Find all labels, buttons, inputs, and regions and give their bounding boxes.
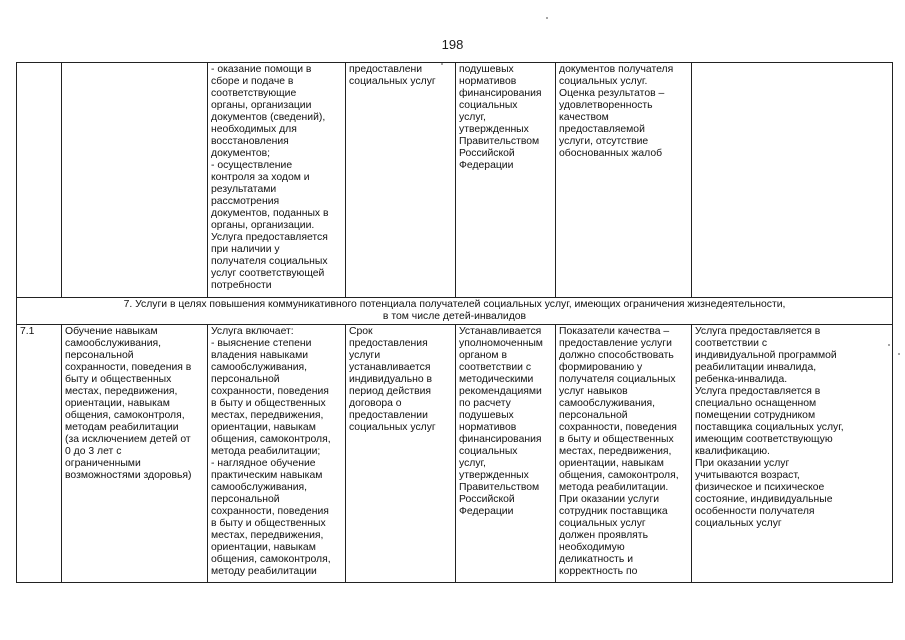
section-header-row xyxy=(17,298,893,325)
table-row-7-1 xyxy=(17,325,893,583)
table-row-continuation xyxy=(17,63,893,298)
page-number: 198 xyxy=(441,37,464,52)
scan-speck xyxy=(441,63,443,65)
cell-conditions xyxy=(692,63,893,298)
cell-service-content: Услуга включает: - выяснение степени владения навыками самообслуживания, персональной сохранности, поведения в быту и общественных местах, передвижения, ориентации, навыкам общения, самоконтроля, метода реабилитации; - наглядное обучение практическим навыкам самообслуживания, персональной сохранности, поведения в быту и общественных местах, передвижения, ориентации, навыкам общения, самоконтроля, методу реабилитации xyxy=(208,325,346,583)
cell-norm: Устанавливается уполномоченным органом в соответствии с методическими рекомендациями по расчету подушевых нормативов финансирования социальных услуг, утвержденных Правительством Российской Федерации xyxy=(456,325,556,583)
cell-service-name xyxy=(62,63,208,298)
scan-speck xyxy=(898,353,900,355)
cell-quality: документов получателя социальных услуг. Оценка результатов – удовлетворенность качеством предоставляемой услуги, отсутствие обоснованных жалоб xyxy=(556,63,692,298)
cell-conditions: Услуга предоставляется в соответствии с индивидуальной программой реабилитации инвалида, ребенка-инвалида. Услуга предоставляется в специально оснащенном помещении сотрудником поставщика социальных услуг, имеющим соответствующую квалификацию. При оказании услуг учитываются возраст, физическое и психическое состояние, индивидуальные особенности получателя социальных услуг xyxy=(692,325,893,583)
cell-service-content: - оказание помощи в сборе и подаче в соответствующие органы, организации документов (сведений), необходимых для восстановления документов; - осуществление контроля за ходом и результатами рассмотрения документов, поданных в органы, организации. Услуга предоставляется при наличии у получателя социальных услуг соответствующей потребности xyxy=(208,63,346,298)
cell-number xyxy=(17,63,62,298)
cell-term: Срок предоставления услуги устанавливается индивидуально в период действия договора о предоставлении социальных услуг xyxy=(346,325,456,583)
cell-norm: подушевых нормативов финансирования социальных услуг, утвержденных Правительством Российской Федерации xyxy=(456,63,556,298)
section-title: 7. Услуги в целях повышения коммуникативного потенциала получателей социальных услуг, имеющих ограничения жизнедеятельности, в том числе детей-инвалидов xyxy=(17,298,893,325)
services-table xyxy=(16,62,893,583)
cell-service-name: Обучение навыкам самообслуживания, персональной сохранности, поведения в быту и общественных местах, передвижения, ориентации, навыкам общения, самоконтроля, методам реабилитации (за исключением детей от 0 до 3 лет с ограниченными возможностями здоровья) xyxy=(62,325,208,583)
cell-number: 7.1 xyxy=(17,325,62,583)
scan-speck xyxy=(546,17,548,19)
cell-term: предоставлени социальных услуг xyxy=(346,63,456,298)
scan-speck xyxy=(888,344,890,346)
cell-quality: Показатели качества – предоставление услуги должно способствовать формированию у получателя социальных услуг навыков самообслуживания, персональной сохранности, поведения в быту и общественных местах, передвижения, ориентации, навыкам общения, самоконтроля, метода реабилитации. При оказании услуги сотрудник поставщика социальных услуг должен проявлять необходимую деликатность и корректность по xyxy=(556,325,692,583)
